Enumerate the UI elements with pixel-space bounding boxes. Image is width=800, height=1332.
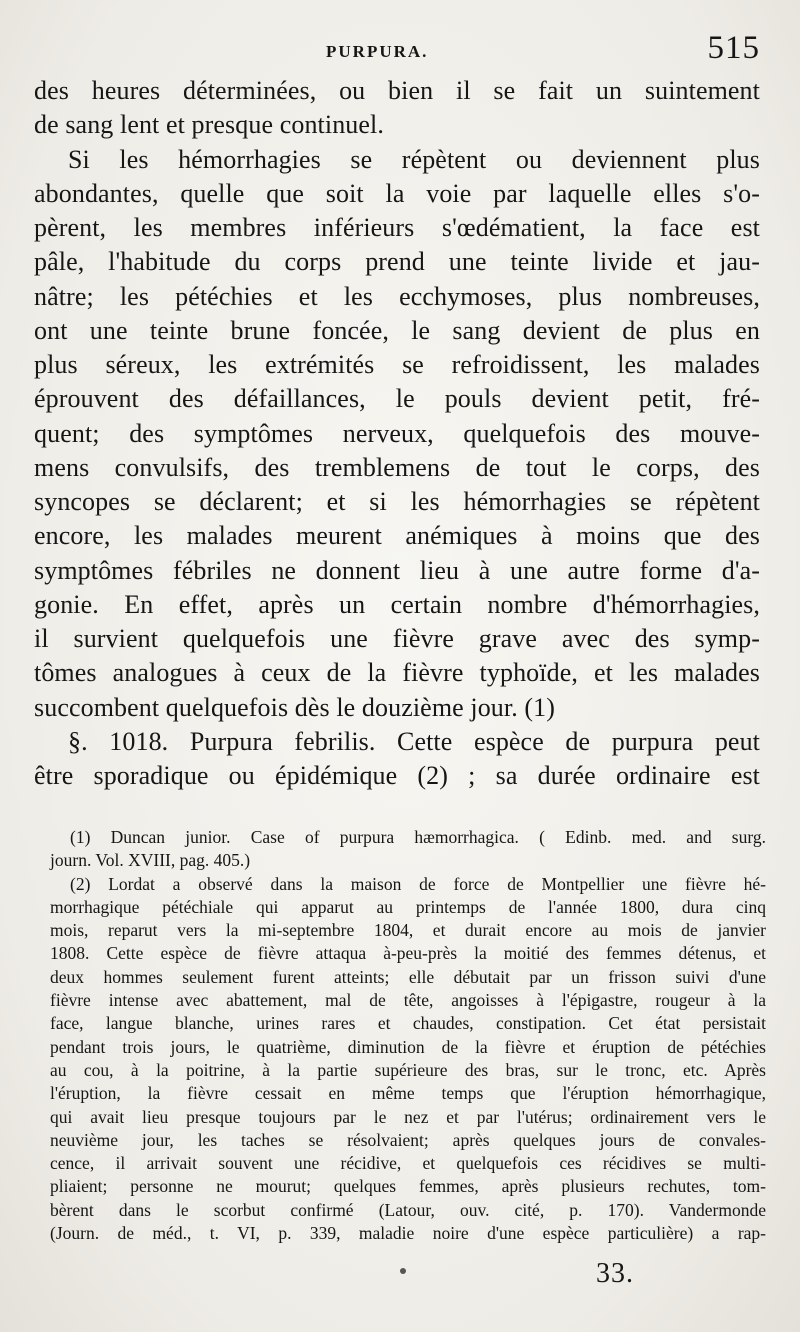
footnote-line: neuvième jour, les taches se résolvaient; après quelques jours de convales- (50, 1129, 766, 1150)
footnote-line: au cou, à la poitrine, à la partie supérieure des bras, sur le tronc, etc. Après (50, 1059, 766, 1080)
page-number: 515 (707, 30, 760, 66)
text-line: éprouvent des défaillances, le pouls devient petit, fré- (34, 384, 760, 414)
text-line: pâle, l'habitude du corps prend une teinte livide et jau- (34, 247, 760, 277)
text-line: gonie. En effet, après un certain nombre d'hémorrhagies, (34, 589, 760, 619)
footnote-line: pliaient; personne ne mourut; quelques femmes, après plusieurs rechutes, tom- (50, 1176, 766, 1197)
text-line: mens convulsifs, des tremblemens de tout le corps, des (34, 452, 760, 482)
text-line: de sang lent et presque continuel. (34, 110, 384, 140)
text-line: symptômes fébriles ne donnent lieu à une autre forme d'a- (34, 555, 760, 585)
footnote-line: bèrent dans le scorbut confirmé (Latour, ouv. cité, p. 170). Vandermonde (50, 1199, 766, 1220)
footnote-line: morrhagique pétéchiale qui apparut au printemps de l'année 1800, dura cinq (50, 896, 766, 917)
footnote-line: mois, reparut vers la mi-septembre 1804, et durait encore au mois de janvier (50, 920, 766, 941)
footnote-line: cence, il arrivait souvent une récidive, et quelquefois ces récidives se multi- (50, 1153, 766, 1174)
footnote-line: face, langue blanche, urines rares et chaudes, constipation. Cet état persistait (50, 1013, 766, 1034)
footnote-line: (2) Lordat a observé dans la maison de force de Montpellier une fièvre hé- (70, 873, 766, 894)
text-line: être sporadique ou épidémique (2) ; sa durée ordinaire est (34, 761, 760, 790)
text-line: il survient quelquefois une fièvre grave avec des symp- (34, 624, 760, 653)
running-title: PURPURA. (326, 42, 429, 61)
text-line: nâtre; les pétéchies et les ecchymoses, plus nombreuses, (34, 281, 760, 311)
footnote-line: (Journ. de méd., t. VI, p. 339, maladie noire d'une espèce particulière) a rap- (50, 1223, 766, 1244)
page-header (34, 30, 760, 70)
text-line: ont une teinte brune foncée, le sang devient de plus en (34, 315, 760, 345)
text-line: abondantes, quelle que soit la voie par laquelle elles s'o- (34, 178, 760, 208)
footnote-line: qui avait lieu presque toujours par le nez et par l'utérus; ordinairement vers le (50, 1106, 766, 1127)
text-line: des heures déterminées, ou bien il se fait un suintement (34, 76, 760, 105)
footnote-line: deux hommes seulement furent atteints; elle débutait par un frisson suivi d'une (50, 966, 766, 987)
footnote-line: fièvre intense avec abattement, mal de tête, angoisses à l'épigastre, rougeur à la (50, 990, 766, 1011)
footnote-line: (1) Duncan junior. Case of purpura hæmorrhagica. ( Edinb. med. and surg. (70, 827, 766, 847)
text-line: tômes analogues à ceux de la fièvre typhoïde, et les malades (34, 658, 760, 688)
text-line: succombent quelquefois dès le douzième jour. (1) (34, 692, 556, 722)
signature-number: 33. (596, 1258, 634, 1289)
footnotes (50, 826, 766, 1245)
text-line: §. 1018. Purpura febrilis. Cette espèce de purpura peut (68, 726, 760, 756)
text-line: quent; des symptômes nerveux, quelquefois des mouve- (34, 418, 760, 448)
printer-mark (400, 1268, 406, 1274)
text-line: encore, les malades meurent anémiques à moins que des (34, 521, 760, 551)
footnote-line: l'éruption, la fièvre cessait en même temps que l'éruption hémorrhagique, (50, 1083, 766, 1104)
footnote-line: 1808. Cette espèce de fièvre attaqua à-peu-près la moitié des femmes détenus, et (50, 943, 766, 964)
footnote-line: pendant trois jours, le quatrième, diminution de la fièvre et éruption de pétéchies (50, 1036, 766, 1057)
footnote-line: journ. Vol. XVIII, pag. 405.) (50, 850, 251, 871)
text-line: pèrent, les membres inférieurs s'œdématient, la face est (34, 213, 760, 242)
text-line: Si les hémorrhagies se répètent ou deviennent plus (68, 144, 760, 174)
text-line: plus séreux, les extrémités se refroidissent, les malades (34, 350, 760, 379)
main-text (34, 74, 760, 793)
text-line: syncopes se déclarent; et si les hémorrhagies se répètent (34, 487, 760, 516)
